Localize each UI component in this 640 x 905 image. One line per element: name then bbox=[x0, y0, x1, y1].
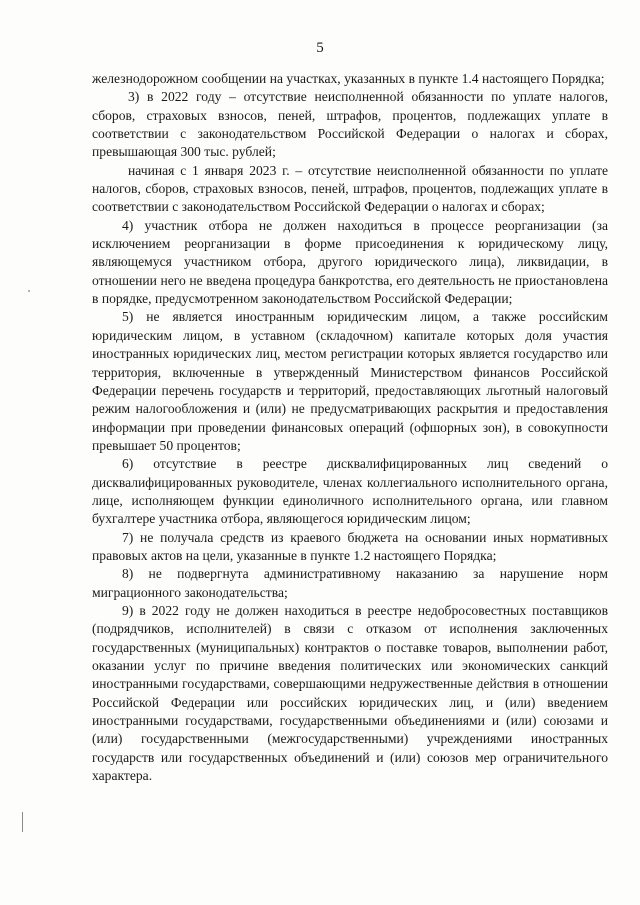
paragraph-item-7: 7) не получала средств из краевого бюджета на основании иных нормативных правовых актов на цели, указанные в пункте 1.2 настоящего Порядка; bbox=[92, 529, 608, 563]
paragraph-item-3: 3) в 2022 году – отсутствие неисполненной обязанности по уплате налогов, сборов, страховых взносов, пеней, штрафов, процентов, подлежащих уплате в соответствии с законодательством Российской Федерации о налогах и сборах, превышающая 300 тыс. рублей; bbox=[92, 89, 608, 160]
scan-artifact-mark bbox=[22, 812, 23, 832]
paragraph-item-4: 4) участник отбора не должен находиться в процессе реорганизации (за исключением реорганизации в форме присоединения к юридическому лицу, являющемуся участником отбора, другого юридического лица), ликвидации, в отношении него не введена процедура банкротства, его деятельность не приостановлена в порядке, предусмотренном законодательством Российской Федерации; bbox=[92, 217, 608, 307]
paragraph-item-8: 8) не подвергнута административному наказанию за нарушение норм миграционного законодательства; bbox=[92, 566, 608, 600]
document-body bbox=[92, 70, 608, 785]
paragraph-item-3-continued: начиная с 1 января 2023 г. – отсутствие неисполненной обязанности по уплате налогов, сборов, страховых взносов, пеней, штрафов, процентов, подлежащих уплате в соответствии с законодательством Российской Федерации о налогах и сборах; bbox=[92, 162, 608, 215]
page-number: 5 bbox=[316, 40, 324, 56]
paragraph-continuation: железнодорожном сообщении на участках, указанных в пункте 1.4 настоящего Порядка; bbox=[92, 71, 605, 86]
paragraph-item-9: 9) в 2022 году не должен находиться в реестре недобросовестных поставщиков (подрядчиков, исполнителей) в связи с отказом от исполнения заключенных государственных (муниципальных) контрактов о поставке товаров, выполнении работ, оказании услуг по причине введения политических или экономических санкций иностранными государствами, совершающими недружественные действия в отношении Российской Федерации или российских юридических лиц, и (или) введением иностранными государствами, государственными объединениями и (или) союзами и (или) государственными (межгосударственными) учреждениями иностранных государств или государственных объединений и (или) союзов мер ограничительного характера. bbox=[92, 602, 608, 784]
scan-artifact-dot bbox=[28, 290, 30, 292]
paragraph-item-6: 6) отсутствие в реестре дисквалифицированных лиц сведений о дисквалифицированных руководителе, членах коллегиального исполнительного органа, лице, исполняющем функции единоличного исполнительного органа, или главном бухгалтере участника отбора, являющегося юридическим лицом; bbox=[92, 456, 608, 527]
paragraph-item-5: 5) не является иностранным юридическим лицом, а также российским юридическим лицом, в уставном (складочном) капитале которых доля участия иностранных юридических лиц, местом регистрации которых является государство или территория, включенные в утвержденный Министерством финансов Российской Федерации перечень государств и территорий, предоставляющих льготный налоговый режим налогообложения и (или) не предусматривающих раскрытия и предоставления информации при проведении финансовых операций (офшорных зон), в совокупности превышает 50 процентов; bbox=[92, 309, 608, 453]
